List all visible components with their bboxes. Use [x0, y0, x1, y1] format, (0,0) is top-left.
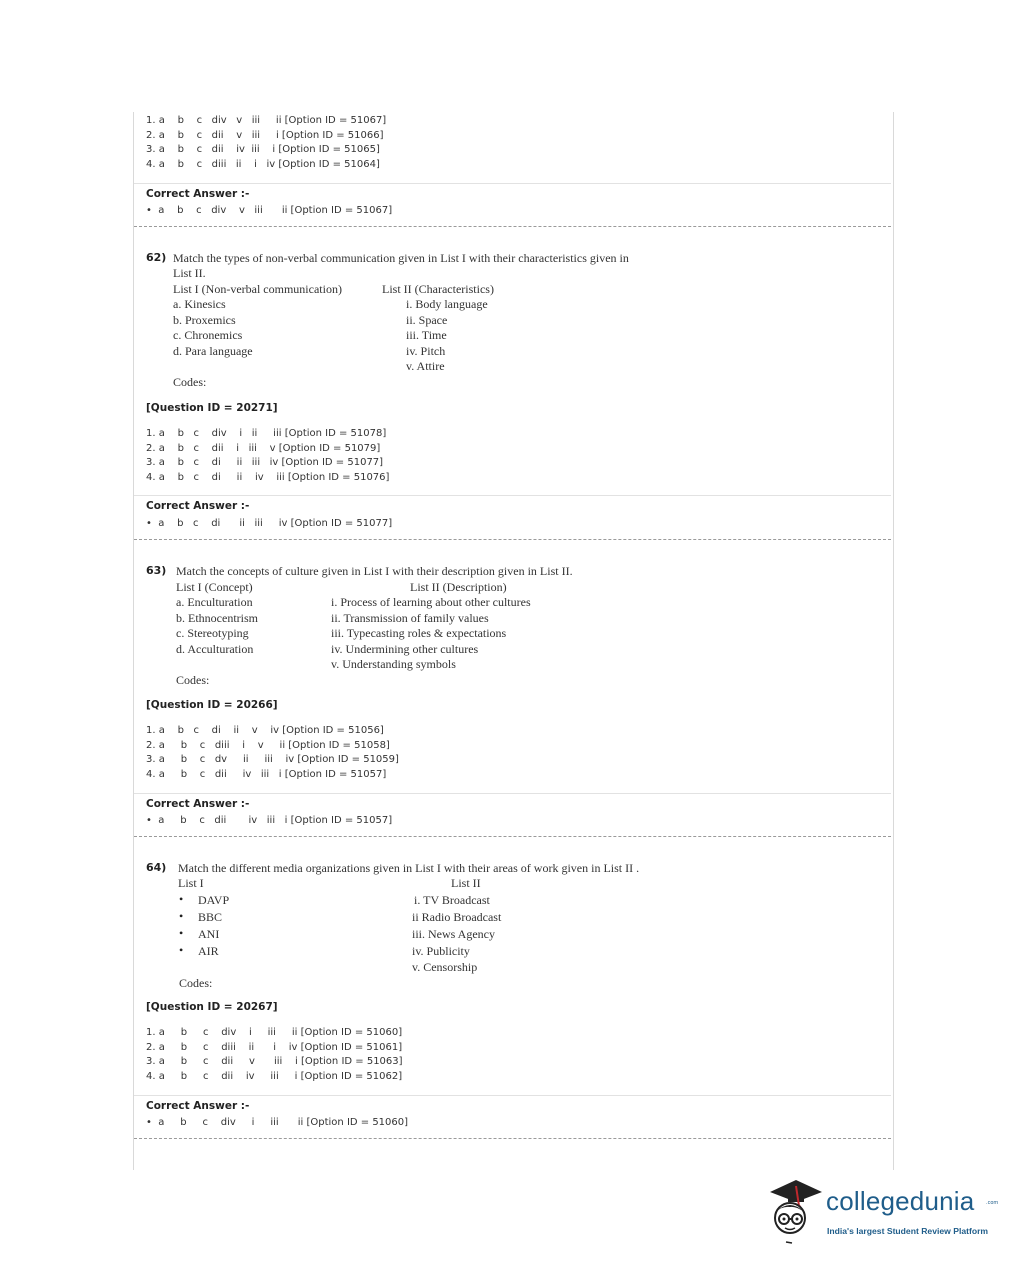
correct-answer-label: Correct Answer :- [146, 1100, 250, 1112]
question-separator [134, 539, 891, 540]
option-row: 2. a b c dii i iii v [Option ID = 51079] [146, 442, 381, 454]
list1-item: d. Para language [173, 344, 253, 358]
question-separator [134, 1138, 891, 1139]
codes-label: Codes: [179, 976, 213, 990]
option-row: 2. a b c dii v iii i [Option ID = 51066] [146, 129, 384, 141]
option-row: 4. a b c dii iv iii i [Option ID = 51062] [146, 1070, 403, 1082]
list2-item: v. Understanding symbols [331, 657, 456, 671]
list1-heading: List I (Non-verbal communication) [173, 282, 342, 296]
list1-item: a. Enculturation [176, 595, 253, 609]
question-text: Match the different media organizations given in List I with their areas of work given in List II . [178, 861, 640, 875]
option-row: 3. a b c dv ii iii iv [Option ID = 51059] [146, 754, 399, 766]
option-row: 3. a b c di ii iii iv [Option ID = 51077] [146, 457, 384, 469]
option-row: 3. a b c dii v iii i [Option ID = 51063] [146, 1056, 403, 1068]
option-row: 1. a b c div i ii iii [Option ID = 51078] [146, 428, 387, 439]
list1-item: ANI [198, 927, 220, 941]
list2-heading: List II (Description) [410, 580, 507, 594]
list2-item: iv. Undermining other cultures [331, 642, 479, 656]
list1-item: AIR [198, 944, 219, 958]
question-separator [134, 836, 891, 837]
list1-item: a. Kinesics [173, 297, 226, 311]
list2-item: iii. News Agency [412, 927, 495, 941]
list1-item: b. Ethnocentrism [176, 611, 258, 625]
list2-item: ii Radio Broadcast [412, 910, 502, 924]
list1-heading: List I (Concept) [176, 580, 253, 594]
list2-heading: List II (Characteristics) [382, 282, 494, 296]
option-row: 2. a b c diii ii i iv [Option ID = 51061] [146, 1041, 403, 1053]
option-row: 3. a b c dii iv iii i [Option ID = 51065] [146, 144, 380, 156]
list2-item: iii. Typecasting roles & expectations [331, 626, 507, 640]
correct-answer-value: • a b c div i iii ii [Option ID = 51060] [146, 1117, 409, 1128]
bullet-icon: • [179, 943, 184, 957]
bullet-icon: • [179, 909, 184, 923]
divider [134, 495, 891, 496]
list2-item: iii. Time [406, 328, 447, 342]
q64-options [146, 1026, 403, 1084]
q63-options [146, 724, 399, 782]
codes-label: Codes: [176, 673, 210, 687]
list2-item: ii. Space [406, 313, 448, 327]
question-id: [Question ID = 20266] [146, 699, 278, 711]
question-number: 64) [146, 861, 167, 874]
question-number: 62) [146, 251, 167, 264]
list2-item: v. Censorship [412, 960, 478, 974]
codes-label: Codes: [173, 375, 207, 389]
option-row: 4. a b c dii iv iii i [Option ID = 51057] [146, 768, 387, 780]
mascot-icon [766, 1176, 826, 1246]
list1-item: BBC [198, 910, 223, 924]
option-row: 2. a b c diii i v ii [Option ID = 51058] [146, 739, 390, 751]
logo-tagline: India's largest Student Review Platform [827, 1226, 989, 1236]
option-row: 1. a b c div v iii ii [Option ID = 51067] [146, 115, 387, 126]
question-number: 63) [146, 564, 167, 577]
q62-options [146, 427, 389, 485]
option-row: 4. a b c diii ii i iv [Option ID = 51064] [146, 158, 380, 170]
question-separator [134, 226, 891, 227]
question-text: Match the concepts of culture given in List I with their description given in List II. [176, 564, 573, 578]
list2-heading: List II [451, 876, 481, 890]
correct-answer-label: Correct Answer :- [146, 798, 250, 810]
question-id: [Question ID = 20267] [146, 1001, 278, 1013]
list2-item: iv. Publicity [412, 944, 470, 958]
list2-item: ii. Transmission of family values [331, 611, 489, 625]
option-row: 1. a b c di ii v iv [Option ID = 51056] [146, 725, 384, 736]
list1-item: d. Acculturation [176, 642, 254, 656]
logo-com: .com [986, 1200, 999, 1206]
list2-item: i. Body language [406, 297, 488, 311]
question-text-cont: List II. [173, 266, 206, 280]
question-id: [Question ID = 20271] [146, 402, 278, 414]
correct-answer-label: Correct Answer :- [146, 188, 250, 200]
question-text: Match the types of non-verbal communication given in List I with their characteristics given in [173, 251, 629, 265]
divider [134, 1095, 891, 1096]
list1-item: b. Proxemics [173, 313, 236, 327]
list1-item: c. Stereotyping [176, 626, 249, 640]
list2-item: i. Process of learning about other cultures [331, 595, 531, 609]
bullet-icon: • [179, 892, 184, 906]
list1-heading: List I [178, 876, 204, 890]
list2-item: iv. Pitch [406, 344, 446, 358]
bullet-icon: • [179, 926, 184, 940]
list1-item: DAVP [198, 893, 230, 907]
list2-item: v. Attire [406, 359, 445, 373]
option-row: 1. a b c div i iii ii [Option ID = 51060] [146, 1027, 403, 1038]
option-row: 4. a b c di ii iv iii [Option ID = 51076] [146, 471, 390, 483]
correct-answer-value: • a b c dii iv iii i [Option ID = 51057] [146, 815, 393, 826]
q61-options [146, 114, 386, 172]
divider [134, 793, 891, 794]
logo-wordmark: collegedunia [826, 1186, 975, 1216]
correct-answer-label: Correct Answer :- [146, 500, 250, 512]
divider [134, 183, 891, 184]
correct-answer-value: • a b c di ii iii iv [Option ID = 51077] [146, 518, 393, 529]
list1-item: c. Chronemics [173, 328, 243, 342]
collegedunia-logo [766, 1176, 999, 1246]
list2-item: i. TV Broadcast [414, 893, 490, 907]
correct-answer-value: • a b c div v iii ii [Option ID = 51067] [146, 205, 393, 216]
